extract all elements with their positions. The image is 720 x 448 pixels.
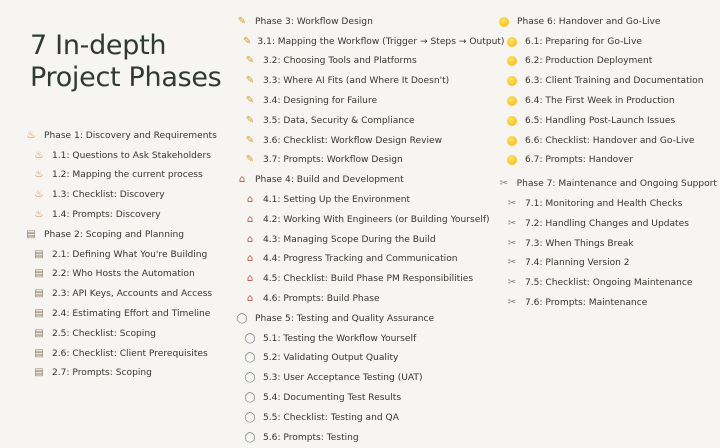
goggles-icon: ◯ [244,352,256,364]
list-item[interactable] [497,71,717,91]
list-item[interactable] [497,234,717,254]
item-label: 3.7: Prompts: Workflow Design [263,155,403,166]
item-label: 4.5: Checklist: Build Phase PM Responsibilities [263,274,474,285]
campfire-icon: ♨ [34,169,44,181]
pencil-icon: ✎ [245,75,255,87]
page-title-line-1: 7 In-depth [30,30,167,61]
pencil-icon: ✎ [245,55,255,67]
phase-1-title: Phase 1: Discovery and Requirements [44,130,217,141]
list-item[interactable] [235,250,490,270]
item-label: 5.4: Documenting Test Results [263,393,402,404]
item-label: 4.2: Working With Engineers (or Building Yourself) [263,214,490,225]
wrench-icon: ✂ [507,198,517,210]
sun-icon [507,37,517,47]
pencil-icon: ✎ [237,15,247,27]
notebook-icon: ▤ [34,248,44,260]
list-item[interactable] [235,289,490,309]
phase-4-title: Phase 4: Build and Development [255,175,404,186]
item-label: 7.4: Planning Version 2 [525,258,630,269]
list-item[interactable] [235,230,490,250]
construction-house-icon: ⌂ [246,213,254,225]
list-item[interactable] [497,111,717,131]
item-label: 6.3: Client Training and Documentation [525,76,704,87]
item-label: 7.1: Monitoring and Health Checks [525,199,683,210]
list-item[interactable] [24,146,224,166]
phase-3-title: Phase 3: Workflow Design [255,16,373,27]
construction-house-icon: ⌂ [246,253,254,265]
page-title-line-2: Project Phases [30,62,222,93]
item-label: 5.2: Validating Output Quality [263,353,399,364]
list-item[interactable] [497,151,717,171]
list-item[interactable] [235,91,490,111]
list-item[interactable] [235,131,490,151]
item-label: 2.6: Checklist: Client Prerequisites [52,348,208,359]
list-item[interactable] [497,52,717,72]
pencil-icon: ✎ [245,114,255,126]
item-label: 6.5: Handling Post-Launch Issues [525,115,676,126]
construction-house-icon: ⌂ [246,273,254,285]
item-label: 4.3: Managing Scope During the Build [263,234,436,245]
list-item[interactable] [24,205,224,225]
item-label: 1.2: Mapping the current process [52,170,203,181]
list-item[interactable] [235,151,490,171]
phase-6-title: Phase 6: Handover and Go-Live [517,16,661,27]
pencil-icon: ✎ [245,154,255,166]
sun-icon [507,76,517,86]
wrench-icon: ✂ [507,217,517,229]
list-item[interactable] [497,273,717,293]
list-item[interactable] [24,344,224,364]
phase-5-title: Phase 5: Testing and Quality Assurance [255,313,435,324]
item-label: 6.1: Preparing for Go-Live [525,36,642,47]
notebook-icon: ▤ [34,327,44,339]
list-item[interactable] [235,111,490,131]
phase-7-heading[interactable] [497,174,717,194]
construction-house-icon: ⌂ [246,194,254,206]
item-label: 1.1: Questions to Ask Stakeholders [52,150,211,161]
wrench-icon: ✂ [507,237,517,249]
phase-6 [497,12,717,170]
item-label: 5.5: Checklist: Testing and QA [263,412,399,423]
sun-icon [507,155,517,165]
pencil-icon: ✎ [245,134,255,146]
campfire-icon: ♨ [34,149,44,161]
item-label: 4.6: Prompts: Build Phase [263,294,380,305]
column-1 [24,126,224,383]
list-item[interactable] [24,284,224,304]
phase-1-heading[interactable] [24,126,224,146]
sun-icon [499,17,509,27]
item-label: 6.6: Checklist: Handover and Go-Live [525,135,695,146]
item-label: 6.2: Production Deployment [525,56,653,67]
notebook-icon: ▤ [34,347,44,359]
campfire-icon: ♨ [34,209,44,221]
pencil-icon: ✎ [243,35,252,47]
campfire-icon: ♨ [34,189,44,201]
list-item[interactable] [497,194,717,214]
list-item[interactable] [235,349,490,369]
item-label: 5.1: Testing the Workflow Yourself [263,333,417,344]
item-label: 7.5: Checklist: Ongoing Maintenance [525,278,693,289]
construction-house-icon: ⌂ [246,293,254,305]
sun-icon [507,116,517,126]
list-item[interactable] [235,269,490,289]
list-item[interactable] [24,324,224,344]
item-label: 1.4: Prompts: Discovery [52,210,161,221]
item-label: 2.1: Defining What You're Building [52,249,208,260]
list-item[interactable] [235,190,490,210]
item-label: 2.2: Who Hosts the Automation [52,269,195,280]
notebook-icon: ▤ [26,228,36,240]
item-label: 2.7: Prompts: Scoping [52,368,152,379]
item-label: 3.5: Data, Security & Compliance [263,115,415,126]
goggles-icon: ◯ [236,312,248,324]
column-3 [497,12,717,313]
list-item[interactable] [24,185,224,205]
goggles-icon: ◯ [244,392,256,404]
list-item[interactable] [497,32,717,52]
item-label: 3.1: Mapping the Workflow (Trigger → Steps → Output) [257,36,505,47]
item-label: 2.4: Estimating Effort and Timeline [52,309,211,320]
item-label: 6.4: The First Week in Production [525,96,675,107]
sun-icon [507,136,517,146]
goggles-icon: ◯ [244,332,256,344]
item-label: 4.1: Setting Up the Environment [263,195,411,206]
phase-6-heading[interactable] [497,12,717,32]
list-item[interactable] [497,131,717,151]
item-label: 5.3: User Acceptance Testing (UAT) [263,373,423,384]
list-item[interactable] [235,408,490,428]
phase-1 [24,126,224,225]
item-label: 6.7: Prompts: Handover [525,155,633,166]
notebook-icon: ▤ [34,288,44,300]
wrench-icon: ✂ [507,257,517,269]
list-item[interactable] [24,304,224,324]
wrench-icon: ✂ [499,178,508,190]
phase-2-heading[interactable] [24,225,224,245]
phase-4 [235,170,490,309]
item-label: 3.4: Designing for Failure [263,96,378,107]
item-label: 3.2: Choosing Tools and Platforms [263,56,417,67]
pencil-icon: ✎ [245,95,255,107]
phase-5-heading[interactable] [235,309,490,329]
page-title [30,30,221,94]
goggles-icon: ◯ [244,411,256,423]
phase-2-title: Phase 2: Scoping and Planning [44,229,185,240]
column-2 [235,12,505,448]
list-item[interactable] [235,388,490,408]
list-item[interactable] [497,214,717,234]
sun-icon [507,56,517,66]
phase-3 [235,12,505,170]
item-label: 4.4: Progress Tracking and Communication [263,254,458,265]
item-label: 7.3: When Things Break [525,238,634,249]
list-item[interactable] [235,368,490,388]
list-item[interactable] [235,52,490,72]
phase-2 [24,225,224,383]
item-label: 2.3: API Keys, Accounts and Access [52,289,213,300]
goggles-icon: ◯ [244,372,256,384]
list-item[interactable] [497,254,717,274]
item-label: 5.6: Prompts: Testing [263,432,359,443]
item-label: 1.3: Checklist: Discovery [52,190,165,201]
list-item[interactable] [235,428,490,448]
item-label: 7.6: Prompts: Maintenance [525,298,648,309]
item-label: 7.2: Handling Changes and Updates [525,218,689,229]
campfire-icon: ♨ [26,129,36,141]
wrench-icon: ✂ [507,297,517,309]
list-item[interactable] [497,293,717,313]
list-item[interactable] [24,245,224,265]
phase-7-title: Phase 7: Maintenance and Ongoing Support [516,179,717,190]
sun-icon [507,96,517,106]
goggles-icon: ◯ [244,431,256,443]
list-item[interactable] [235,71,490,91]
construction-house-icon: ⌂ [246,233,254,245]
item-label: 2.5: Checklist: Scoping [52,328,156,339]
phase-7 [497,174,717,313]
list-item[interactable] [235,329,490,349]
notebook-icon: ▤ [34,308,44,320]
list-item[interactable] [24,166,224,186]
phase-4-heading[interactable] [235,170,490,190]
list-item[interactable] [24,265,224,285]
list-item[interactable] [235,32,505,52]
notebook-icon: ▤ [34,268,44,280]
notebook-icon: ▤ [34,367,44,379]
wrench-icon: ✂ [507,277,517,289]
item-label: 3.6: Checklist: Workflow Design Review [263,135,443,146]
list-item[interactable] [497,91,717,111]
construction-house-icon: ⌂ [238,174,246,186]
item-label: 3.3: Where AI Fits (and Where It Doesn't) [263,76,450,87]
phase-3-heading[interactable] [235,12,490,32]
phase-5 [235,309,490,448]
list-item[interactable] [24,364,224,384]
list-item[interactable] [235,210,490,230]
